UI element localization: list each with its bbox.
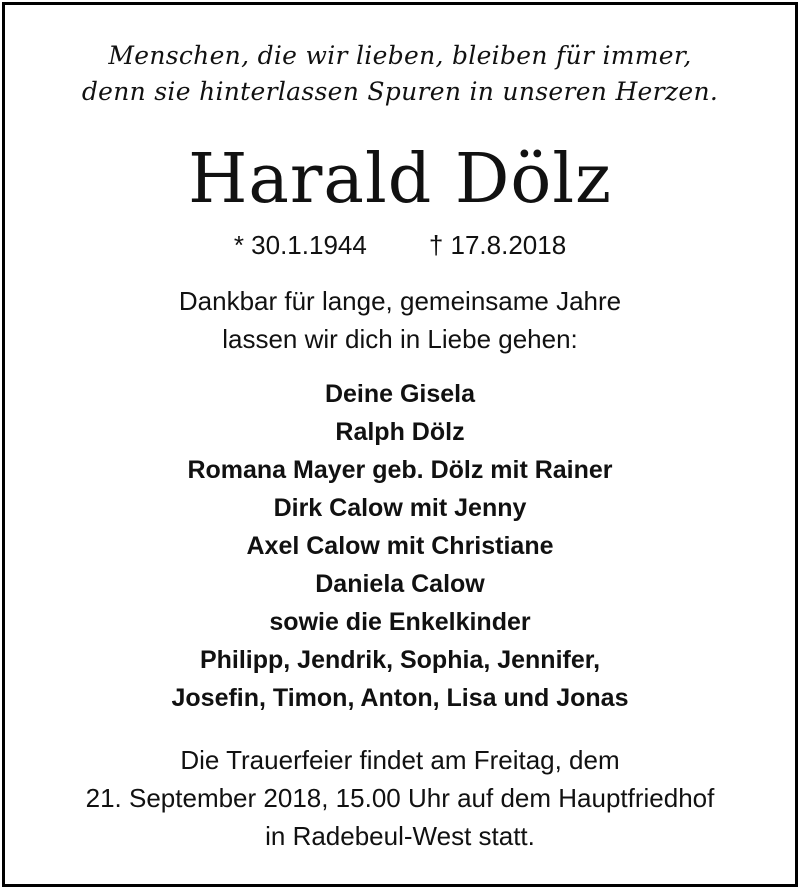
mourner-line: Josefin, Timon, Anton, Lisa und Jonas xyxy=(171,684,629,712)
mourner-line: Ralph Dölz xyxy=(335,418,465,446)
farewell-line-2: lassen wir dich in Liebe gehen: xyxy=(222,324,578,354)
farewell-line-1: Dankbar für lange, gemeinsame Jahre xyxy=(178,286,622,316)
motto-line-1: Menschen, die wir lieben, bleiben für immer, xyxy=(108,41,692,70)
mourner-line: Romana Mayer geb. Dölz mit Rainer xyxy=(187,456,613,484)
service-line-1: Die Trauerfeier findet am Freitag, dem xyxy=(180,745,620,775)
mourner-line: sowie die Enkelkinder xyxy=(269,608,531,636)
death-date: † 17.8.2018 xyxy=(428,230,567,260)
motto-quote xyxy=(0,38,800,110)
birth-date: * 30.1.1944 xyxy=(233,230,367,260)
mourner-line: Dirk Calow mit Jenny xyxy=(273,494,527,522)
motto-line-2: denn sie hinterlassen Spuren in unseren Herzen. xyxy=(81,77,719,106)
mourner-line: Deine Gisela xyxy=(324,380,476,408)
service-line-3: in Radebeul-West statt. xyxy=(265,821,535,851)
mourner-line: Philipp, Jendrik, Sophia, Jennifer, xyxy=(199,646,601,674)
mourners-list xyxy=(0,375,800,717)
funeral-service-info xyxy=(0,741,800,855)
mourner-line: Daniela Calow xyxy=(315,570,485,598)
mourner-line: Axel Calow mit Christiane xyxy=(246,532,554,560)
life-dates xyxy=(0,228,800,262)
farewell-text xyxy=(0,282,800,358)
service-line-2: 21. September 2018, 15.00 Uhr auf dem Hauptfriedhof xyxy=(85,783,715,813)
deceased-name: Harald Dölz xyxy=(188,140,612,219)
